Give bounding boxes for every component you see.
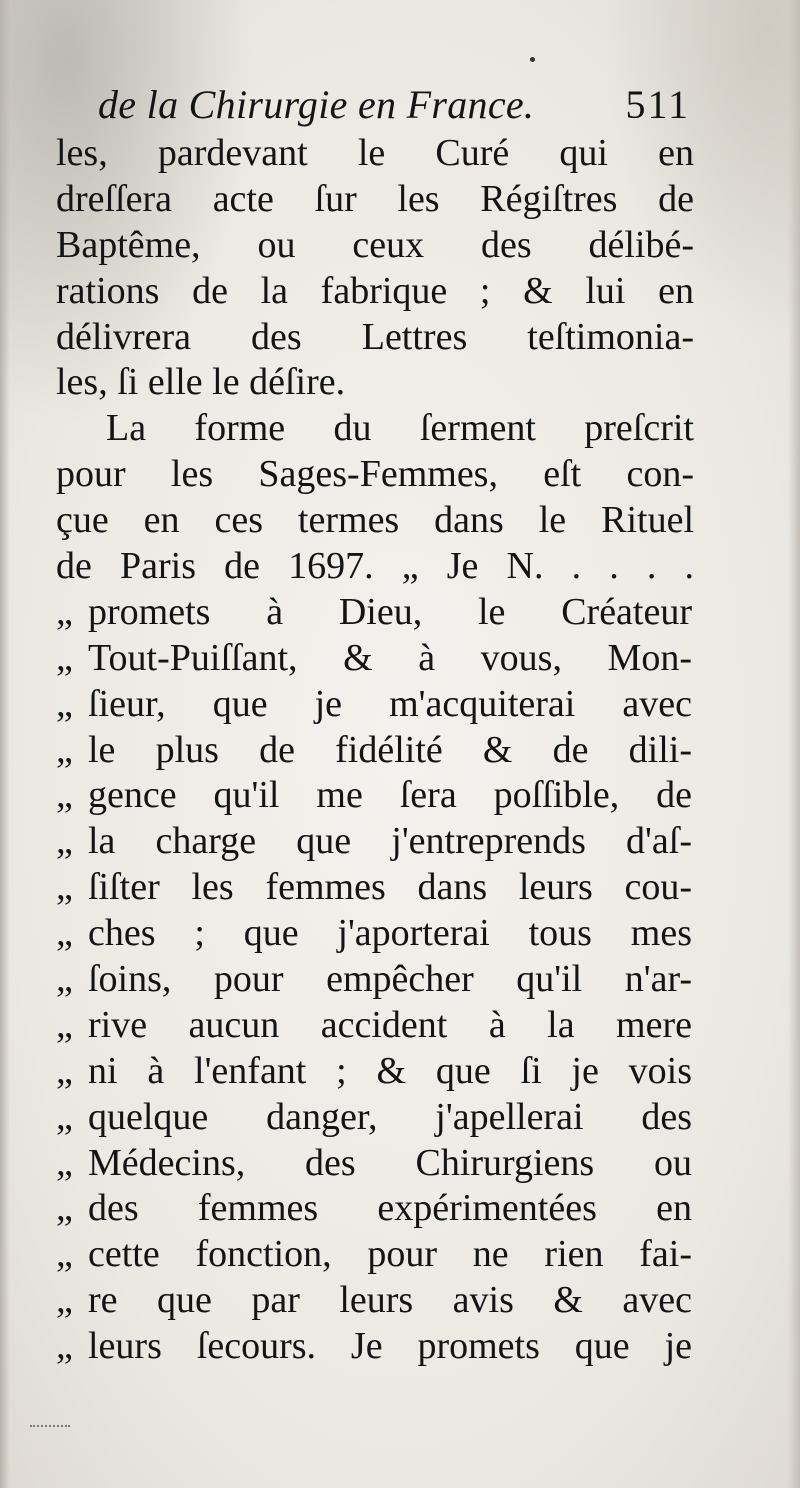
text-line: les, pardevant le Curé qui en (56, 132, 694, 174)
quoted-line (56, 1232, 694, 1278)
quoted-text: ni à l'enfant ; & que ſi je vois (88, 1049, 692, 1092)
quoted-line (56, 1186, 694, 1232)
quoted-text: quelque danger, j'apellerai des (88, 1095, 692, 1138)
ink-speck (530, 57, 535, 62)
quoted-line (56, 773, 694, 819)
quote-mark: „ (56, 1233, 73, 1276)
quoted-line (56, 957, 694, 1003)
quote-mark: „ (56, 1049, 73, 1092)
quoted-text: Médecins, des Chirurgiens ou (88, 1141, 692, 1184)
text-line: rations de la fabrique ; & lui en (56, 269, 694, 312)
quoted-line (56, 728, 694, 774)
text-line: çue en ces termes dans le Rituel (56, 499, 694, 542)
quoted-text: des femmes expérimentées en (88, 1187, 692, 1230)
running-title: de la Chirurgie en France. (98, 82, 535, 127)
quoted-line (56, 636, 694, 682)
quoted-text: ſieur, que je m'acquiterai avec (88, 682, 692, 725)
quoted-text: leurs ſecours. Je promets que je (88, 1325, 692, 1368)
quoted-text: re que par leurs avis & avec (88, 1279, 692, 1322)
quoted-text: ches ; que j'aporterai tous mes (88, 912, 692, 955)
text-line: de Paris de 1697. „ Je N. . . . . (56, 545, 694, 588)
quoted-line (56, 1324, 694, 1370)
quote-mark: „ (56, 774, 73, 817)
quoted-line (56, 1003, 694, 1049)
body-text (56, 131, 694, 1370)
quoted-text: rive aucun accident à la mere (88, 1003, 692, 1046)
quote-mark: „ (56, 1141, 73, 1184)
quote-mark: „ (56, 912, 73, 955)
quoted-text: Tout-Puiſſant, & à vous, Mon- (88, 636, 692, 679)
quoted-text: gence qu'il me ſera poſſible, de (88, 774, 692, 817)
quoted-line (56, 865, 694, 911)
quoted-line (56, 911, 694, 957)
quote-mark: „ (56, 1187, 73, 1230)
quoted-text: le plus de fidélité & de dili- (88, 728, 692, 771)
text-line: dreſſera acte ſur les Régiſtres de (56, 177, 694, 220)
quote-mark: „ (56, 682, 73, 725)
text-line: les, ſi elle le déſire. (56, 361, 346, 404)
quoted-line (56, 1095, 694, 1141)
quoted-line (56, 819, 694, 865)
quote-mark: „ (56, 590, 73, 633)
quoted-line (56, 1278, 694, 1324)
quote-mark: „ (56, 1279, 73, 1322)
quoted-text: ſiſter les femmes dans leurs cou- (88, 866, 692, 909)
quote-mark: „ (56, 728, 73, 771)
paragraph-start-line: La forme du ſerment preſcrit (106, 407, 694, 450)
quote-mark: „ (56, 1003, 73, 1046)
quote-mark: „ (56, 820, 73, 863)
quoted-text: cette fonction, pour ne rien fai- (88, 1233, 692, 1276)
quote-mark: „ (56, 958, 73, 1001)
quoted-line (56, 590, 694, 636)
quote-mark: „ (56, 1325, 73, 1368)
page-right-shadow (788, 0, 800, 1488)
text-line: pour les Sages-Femmes, eſt con- (56, 453, 694, 496)
quoted-text: ſoins, pour empêcher qu'il n'ar- (88, 958, 692, 1001)
quote-mark: „ (56, 866, 73, 909)
quoted-text: promets à Dieu, le Créateur (88, 590, 692, 633)
quoted-line (56, 1141, 694, 1187)
quote-mark: „ (56, 1095, 73, 1138)
text-line: Baptême, ou ceux des délibé- (56, 223, 694, 266)
bleed-through-mark (30, 1405, 70, 1427)
page-left-shadow (0, 0, 10, 1488)
page-header (98, 80, 690, 130)
text-line: délivrera des Lettres teſtimonia- (56, 315, 694, 358)
page-number: 511 (625, 82, 690, 127)
quoted-line (56, 1049, 694, 1095)
quoted-line (56, 682, 694, 728)
quoted-text: la charge que j'entreprends d'aſ- (88, 820, 692, 863)
quote-mark: „ (56, 636, 73, 679)
